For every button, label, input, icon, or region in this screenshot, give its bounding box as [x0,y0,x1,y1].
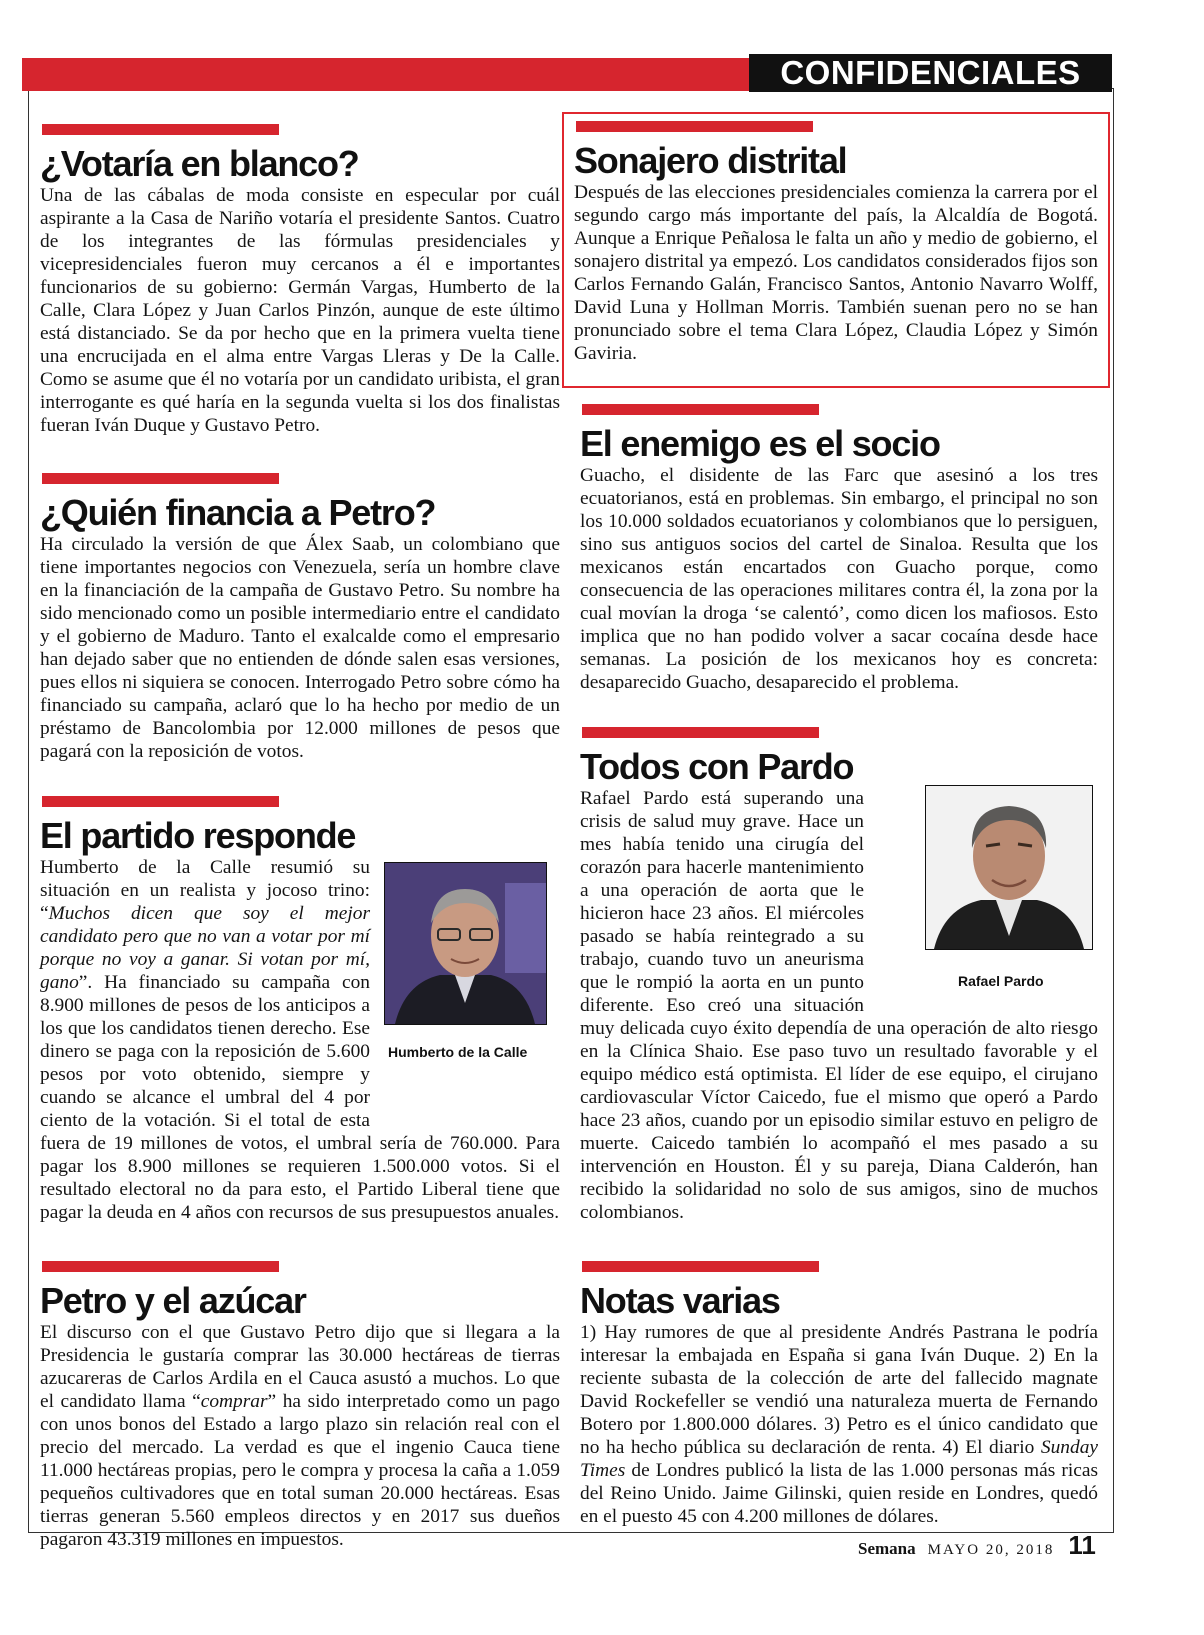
article-body: Después de las elecciones presidenciales comienza la carrera por el segundo cargo más importante del país, la Alcaldía de Bogotá. Aunque a Enrique Peñalosa le falta un año y medio de gobierno, el sonajero distrital ya empezó. Los candidatos considerados fijos son Carlos Fernando Galán, Francisco Santos, Antonio Navarro Wolff, David Luna y Hollman Morris. También suenan pero no se han pronunciado sobre el tema Clara López, Claudia López y Simón Gaviria. [574,182,1098,364]
body-text: Rafael Pardo está superando una crisis de salud muy grave. Hace un mes había tenido una cirugía del corazón para hacerle mantenimiento a una operación de aorta que le hicieron hace 23 años. El miércoles pasado se había reintegrado a su trabajo, cuando tuvo un aneurisma que le rompió la aorta en un punto diferente. Eso creó una situación muy delicada cuyo éxito dependía de una operación de alto riesgo en la Clínica Shaio. Ese paso tuvo un resultado favorable y el equipo médico está optimista. El líder de ese equipo, el cirujano cardiovascular Víctor Caicedo, fue el mismo que operó a Pardo hace 23 años, cuando por un episodio similar estuvo en peligro de muerte. Caicedo también lo acompañó el mes pasado a su intervención en Houston. Él y su pareja, Diana Calderón, han recibido la solidaridad no solo de sus amigos, sino de muchos colombianos. [580,788,1098,1223]
article-notas [580,1261,1098,1528]
article-red-bar [582,727,819,738]
body-text: El discurso con el que Gustavo Petro dijo que si llegara a la Presidencia le gustaría comprar las 30.000 hectáreas de tierras azucareras de Carlos Ardila en el Cauca asustó a muchos. Lo que el candidato llama “ [40,1322,560,1412]
article-red-bar [42,124,279,135]
article-title: El partido responde [40,815,356,856]
quoted-tweet: Muchos dicen que soy el mejor candidato pero que no van a votar por mí porque no voy a ganar. Si votan por mí, gano [40,903,370,993]
article-red-bar [576,121,813,132]
article-red-bar [42,1261,279,1272]
photo-caption: Humberto de la Calle [388,1044,528,1060]
header-red-band [22,58,749,91]
page-number: 11 [1068,1530,1096,1560]
photo-rafael-pardo [925,785,1093,950]
article-votaria [40,124,560,437]
article-title: El enemigo es el socio [580,423,940,464]
body-text: de Londres publicó la lista de las 1.000 personas más ricas del Reino Unido. Jaime Gilinski, quien reside en Londres, quedó en el puesto 45 con 4.200 millones de dólares. [580,1460,1098,1527]
body-text: ” ha sido interpretado como un pago con unos bonos del Estado a largo plazo sin relación real con el precio del mercado. La verdad es que el ingenio Cauca tiene 11.000 hectáreas propias, pero le compra y procesa la caña a 1.059 pequeños cultivadores que en total suman 20.000 hectáreas. Esas tierras generan 5.560 empleos directos y en 2017 sus dueños pagaron 43.319 millones en impuestos. [40,1391,560,1550]
photo-humberto-de-la-calle [384,862,547,1025]
article-body: Guacho, el disidente de las Farc que asesinó a los tres ecuatorianos, está en problemas. Sin embargo, el principal no son los 10.000 soldados ecuatorianos y colombianos que lo persiguen, sino sus antiguos socios del cartel de Sinaloa. Resulta que los mexicanos están encartados con Guacho porque, como consecuencia de las operaciones militares contra él, la zona por la cual movían la droga ‘se calentó’, como dicen los mafiosos. Esto implica que no han podido volver a sacar cocaína desde hace semanas. La posición de los mexicanos hoy es concreta: desaparecido Guacho, desaparecido el problema. [580,465,1098,693]
photo-caption: Rafael Pardo [958,973,1044,989]
footer-magazine-name: Semana [858,1539,916,1558]
article-title: Sonajero distrital [574,140,847,181]
article-enemigo [580,404,1098,694]
body-text: Humberto de la Calle resumió su situación en un realista y jocoso trino: “ [40,857,370,924]
article-red-bar [582,404,819,415]
article-body [580,1321,1098,1528]
article-body [40,1321,560,1551]
article-red-bar [42,796,279,807]
emphasized-word: comprar [200,1391,268,1412]
article-body: Una de las cábalas de moda consiste en especular por cuál aspirante a la Casa de Nariño votaría el presidente Santos. Cuatro de los integrantes de las fórmulas presidenciales y vicepresidenciales fueron muy cercanos a él e importantes funcionarios de su gobierno: Germán Vargas, Humberto de la Calle, Clara López y Juan Carlos Pinzón, aunque de este último está distanciado. Se da por hecho que en la primera vuelta tiene una encrucijada en el alma entre Vargas Lleras y De la Calle. Como se asume que él no votaría por un candidato uribista, el gran interrogante es qué haría en la segunda vuelta si los dos finalistas fueran Iván Duque y Gustavo Petro. [40,185,560,436]
page-footer [858,1530,1096,1561]
footer-date: MAYO 20, 2018 [927,1542,1055,1558]
emphasized-word: Sunday Times [580,1437,1098,1481]
article-title: ¿Votaría en blanco? [40,143,359,184]
article-title: Petro y el azúcar [40,1280,306,1321]
article-red-bar [42,473,279,484]
section-label: CONFIDENCIALES [749,54,1112,92]
article-title: Todos con Pardo [580,746,854,787]
body-text: ”. Ha financiado su campaña con 8.900 millones de pesos de los anticipos a los que los candidatos tienen derecho. Ese dinero se paga con la reposición de 5.600 pesos por voto obtenido, siempre y cuando se alcance el umbral del 4 por ciento de la votación. Si el total de esta fuera de 19 millones de votos, el umbral sería de 760.000. Para pagar los 8.900 millones se requieren 1.500.000 votos. Si el resultado electoral no da para esto, el Partido Liberal tiene que pagar la deuda en 4 años con recursos de sus presupuestos anuales. [40,972,560,1223]
article-title: ¿Quién financia a Petro? [40,492,436,533]
article-red-bar [582,1261,819,1272]
article-body: Ha circulado la versión de que Álex Saab, un colombiano que tiene importantes negocios con Venezuela, sería un hombre clave en la financiación de la campaña de Gustavo Petro. Su nombre ha sido mencionado como un posible intermediario entre el candidato y el gobierno de Maduro. Tanto el exalcalde como el empresario han dejado saber que no entienden de dónde salen esas versiones, pues ellos ni siquiera se conocen. Interrogado Petro sobre cómo ha financiado su campaña, aclaró que lo ha hecho por medio de un préstamo de Bancolombia por 12.000 millones de pesos que pagará con la reposición de votos. [40,534,560,762]
article-azucar [40,1261,560,1551]
article-sonajero [574,121,1098,365]
article-title: Notas varias [580,1280,780,1321]
body-text: 1) Hay rumores de que al presidente Andrés Pastrana le podría interesar la embajada en España si gana Iván Duque. 2) En la reciente subasta de la colección de arte del fallecido magnate David Rockefeller se vendió una naturaleza muerta de Fernando Botero por 1.800.000 dólares. 3) Petro es el único candidato que no ha hecho pública su declaración de renta. 4) El diario [580,1322,1098,1458]
article-financia [40,473,560,763]
